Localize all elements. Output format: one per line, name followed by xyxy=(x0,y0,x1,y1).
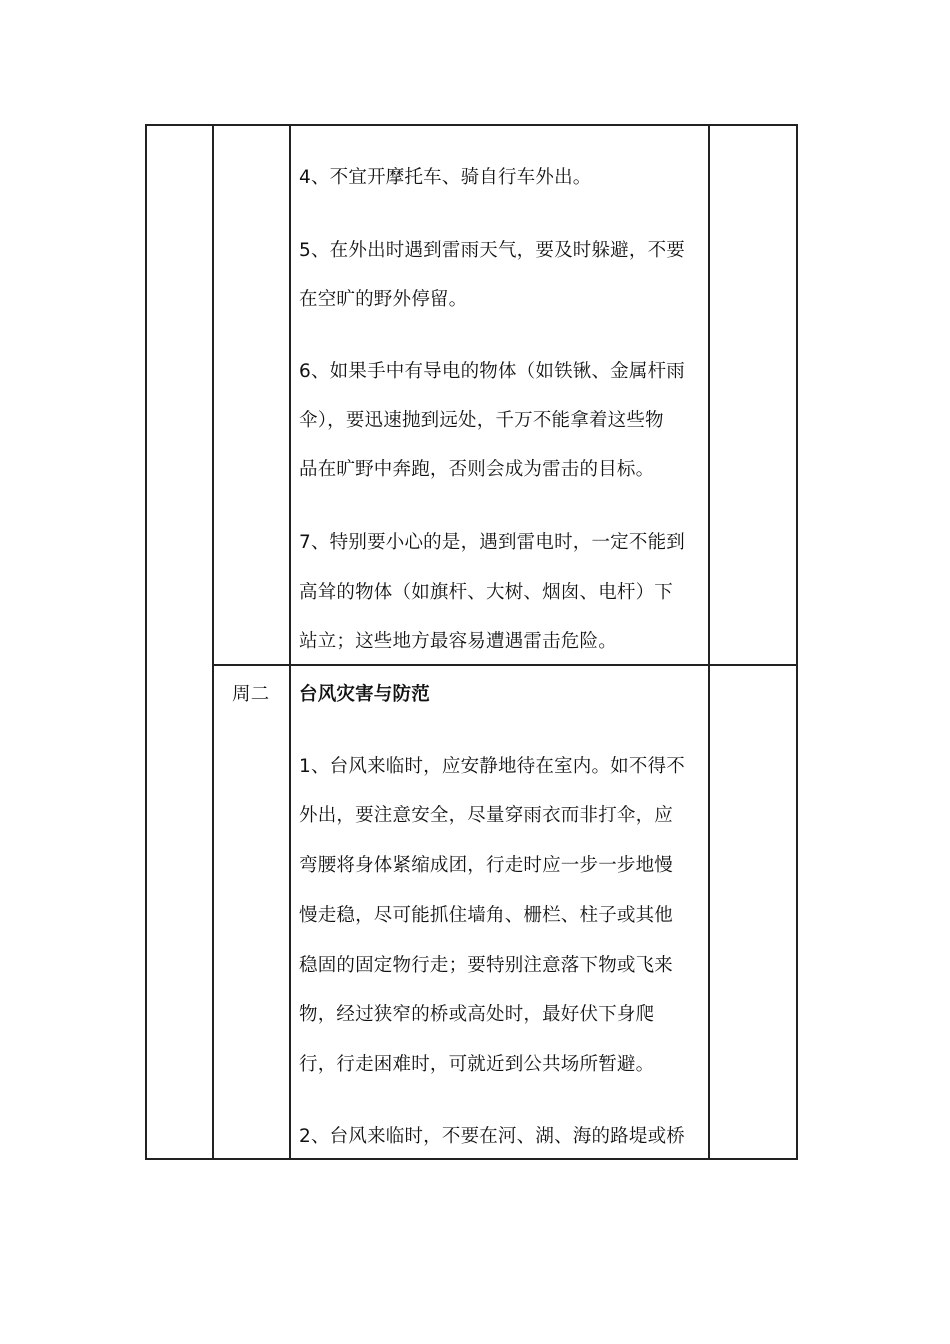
paragraph-line: 1、台风来临时，应安静地待在室内。如不得不 xyxy=(299,756,685,777)
paragraph-line: 2、台风来临时，不要在河、湖、海的路堤或桥 xyxy=(299,1126,685,1147)
day-label: 周二 xyxy=(232,684,270,705)
paragraph-line: 7、特别要小心的是，遇到雷电时，一定不能到 xyxy=(299,532,685,553)
paragraph-line: 4、不宜开摩托车、骑自行车外出。 xyxy=(299,167,592,188)
section-title: 台风灾害与防范 xyxy=(299,684,430,705)
column-divider xyxy=(708,126,710,1158)
paragraph-line: 弯腰将身体紧缩成团，行走时应一步一步地慢 xyxy=(299,855,674,876)
paragraph-line: 物，经过狭窄的桥或高处时，最好伏下身爬 xyxy=(299,1004,655,1025)
paragraph-line: 外出，要注意安全，尽量穿雨衣而非打伞，应 xyxy=(299,805,674,826)
paragraph-line: 品在旷野中奔跑，否则会成为雷击的目标。 xyxy=(299,459,655,480)
paragraph-line: 高耸的物体（如旗杆、大树、烟囱、电杆）下 xyxy=(299,582,674,603)
column-divider xyxy=(212,126,214,1158)
paragraph-line: 6、如果手中有导电的物体（如铁锹、金属杆雨 xyxy=(299,361,685,382)
paragraph-line: 站立；这些地方最容易遭遇雷击危险。 xyxy=(299,631,617,652)
paragraph-line: 行，行走困难时，可就近到公共场所暂避。 xyxy=(299,1054,655,1075)
paragraph-line: 慢走稳，尽可能抓住墙角、栅栏、柱子或其他 xyxy=(299,905,674,926)
column-divider xyxy=(289,126,291,1158)
paragraph-line: 5、在外出时遇到雷雨天气，要及时躲避，不要 xyxy=(299,240,685,261)
paragraph-line: 在空旷的野外停留。 xyxy=(299,289,468,310)
paragraph-line: 伞），要迅速抛到远处，千万不能拿着这些物 xyxy=(299,410,664,431)
row-divider xyxy=(212,664,796,666)
paragraph-line: 稳固的固定物行走；要特别注意落下物或飞来 xyxy=(299,955,674,976)
